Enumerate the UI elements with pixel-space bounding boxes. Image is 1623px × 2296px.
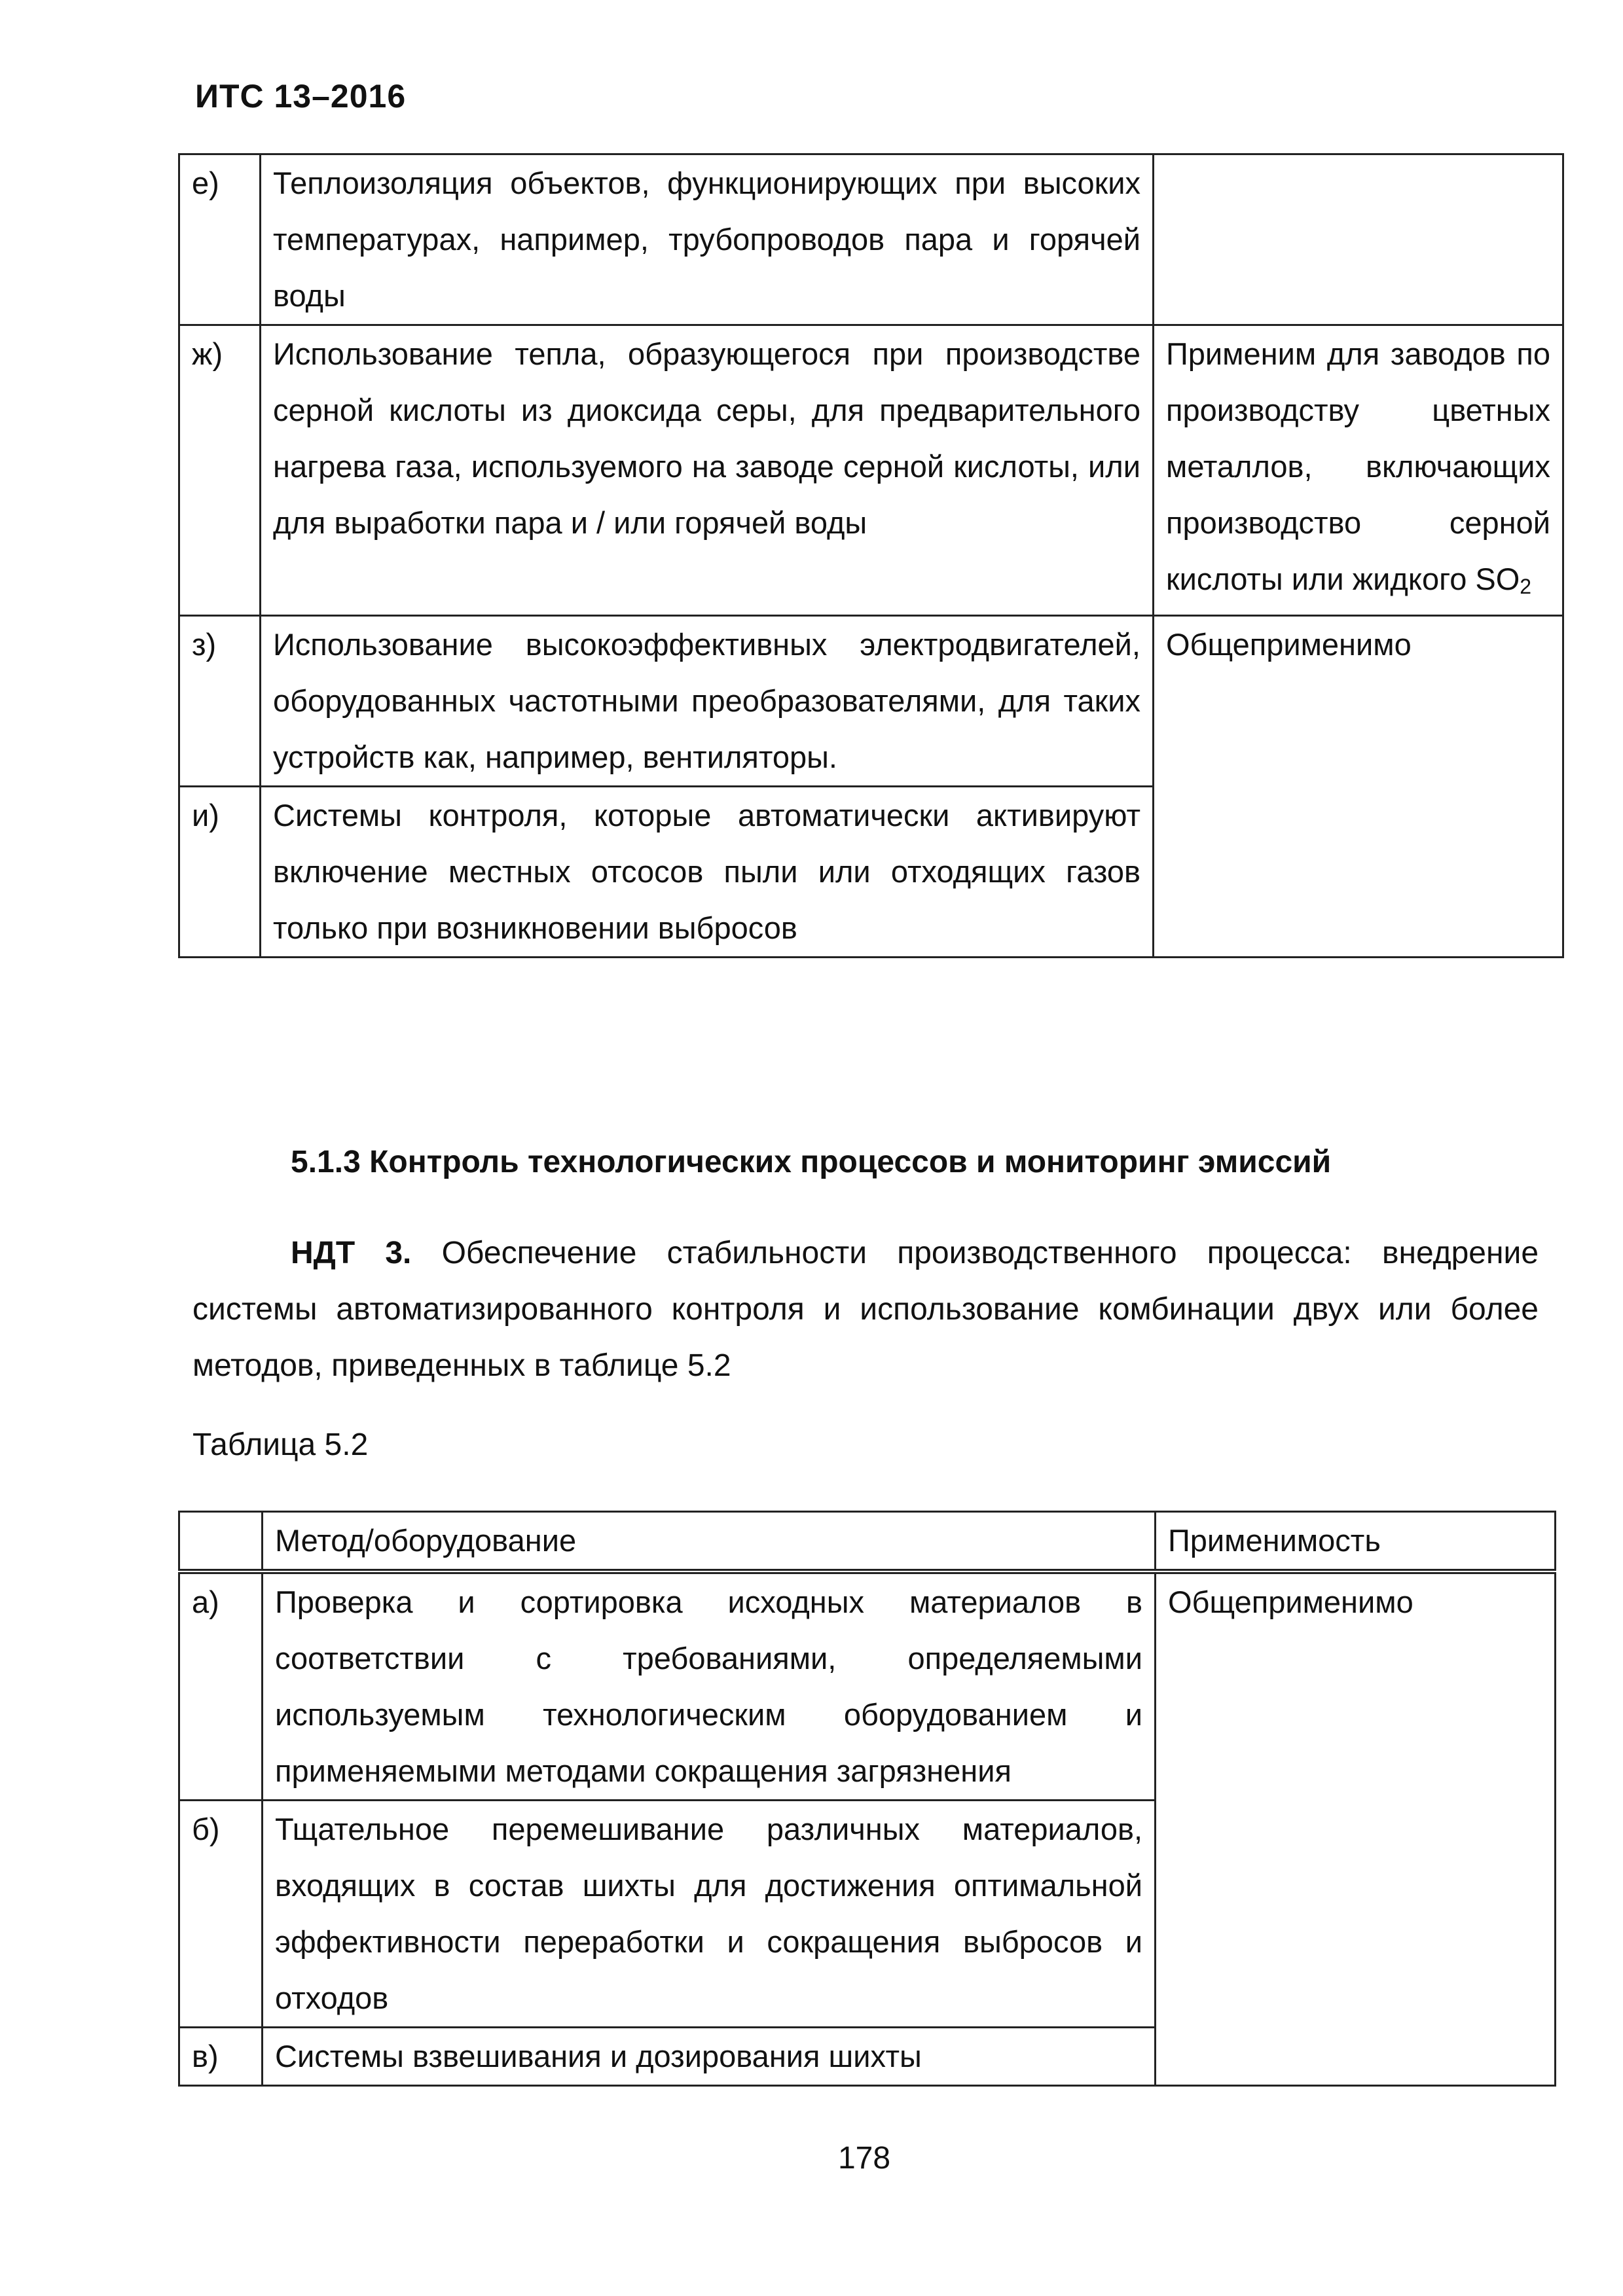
row-description: Теплоизоляция объектов, функционирующих при высоких температурах, например, трубопроводов пара и горячей воды (261, 154, 1154, 325)
row-description: Использование высокоэффективных электродвигателей, оборудованных частотными преобразователями, для таких устройств как, например, вентиляторы. (261, 616, 1154, 787)
subscript: 2 (1520, 575, 1532, 598)
header-index (179, 1512, 263, 1572)
table-header-row (179, 1512, 1556, 1572)
row-index: а) (179, 1571, 263, 1801)
row-index: ж) (179, 325, 261, 616)
bat-text: Обеспечение стабильности производственного процесса: внедрение системы автоматизированного контроля и использование комбинации двух или более методов, приведенных в таблице 5.2 (192, 1236, 1539, 1383)
table-row (179, 616, 1563, 787)
row-applicability (1154, 325, 1563, 616)
bat-paragraph (192, 1225, 1539, 1394)
row-applicability: Общеприменимо (1156, 1571, 1556, 2086)
row-applicability (1154, 154, 1563, 325)
row-applicability: Общеприменимо (1154, 616, 1563, 958)
table-row (179, 325, 1563, 616)
row-description: Тщательное перемешивание различных материалов, входящих в состав шихты для достижения оптимальной эффективности переработки и сокращения выбросов и отходов (263, 1801, 1156, 2028)
header-applicability: Применимость (1156, 1512, 1556, 1572)
row-index: з) (179, 616, 261, 787)
row-description: Системы контроля, которые автоматически активируют включение местных отсосов пыли или отходящих газов только при возникновении выбросов (261, 787, 1154, 958)
page-number: 178 (837, 2141, 891, 2176)
document-code-header: ИТС 13–2016 (195, 78, 407, 115)
row-description: Системы взвешивания и дозирования шихты (263, 2028, 1156, 2086)
bat-table-continued (178, 153, 1564, 958)
row-index: и) (179, 787, 261, 958)
row-index: б) (179, 1801, 263, 2028)
table-caption: Таблица 5.2 (192, 1427, 369, 1462)
row-description: Использование тепла, образующегося при производстве серной кислоты из диоксида серы, для предварительного нагрева газа, используемого на заводе серной кислоты, или для выработки пара и / или горячей воды (261, 325, 1154, 616)
row-index: е) (179, 154, 261, 325)
row-index: в) (179, 2028, 263, 2086)
table-row (179, 1571, 1556, 1801)
applicability-text: Применим для заводов по производству цветных металлов, включающих производство серной кислоты или жидкого SO (1166, 336, 1550, 596)
methods-table (178, 1511, 1556, 2087)
row-description: Проверка и сортировка исходных материалов в соответствии с требованиями, определяемыми используемым технологическим оборудованием и применяемыми методами сокращения загрязнения (263, 1571, 1156, 1801)
header-method: Метод/оборудование (263, 1512, 1156, 1572)
table-row (179, 154, 1563, 325)
bat-label: НДТ 3. (291, 1236, 412, 1270)
section-title: 5.1.3 Контроль технологических процессов и мониторинг эмиссий (291, 1145, 1332, 1179)
